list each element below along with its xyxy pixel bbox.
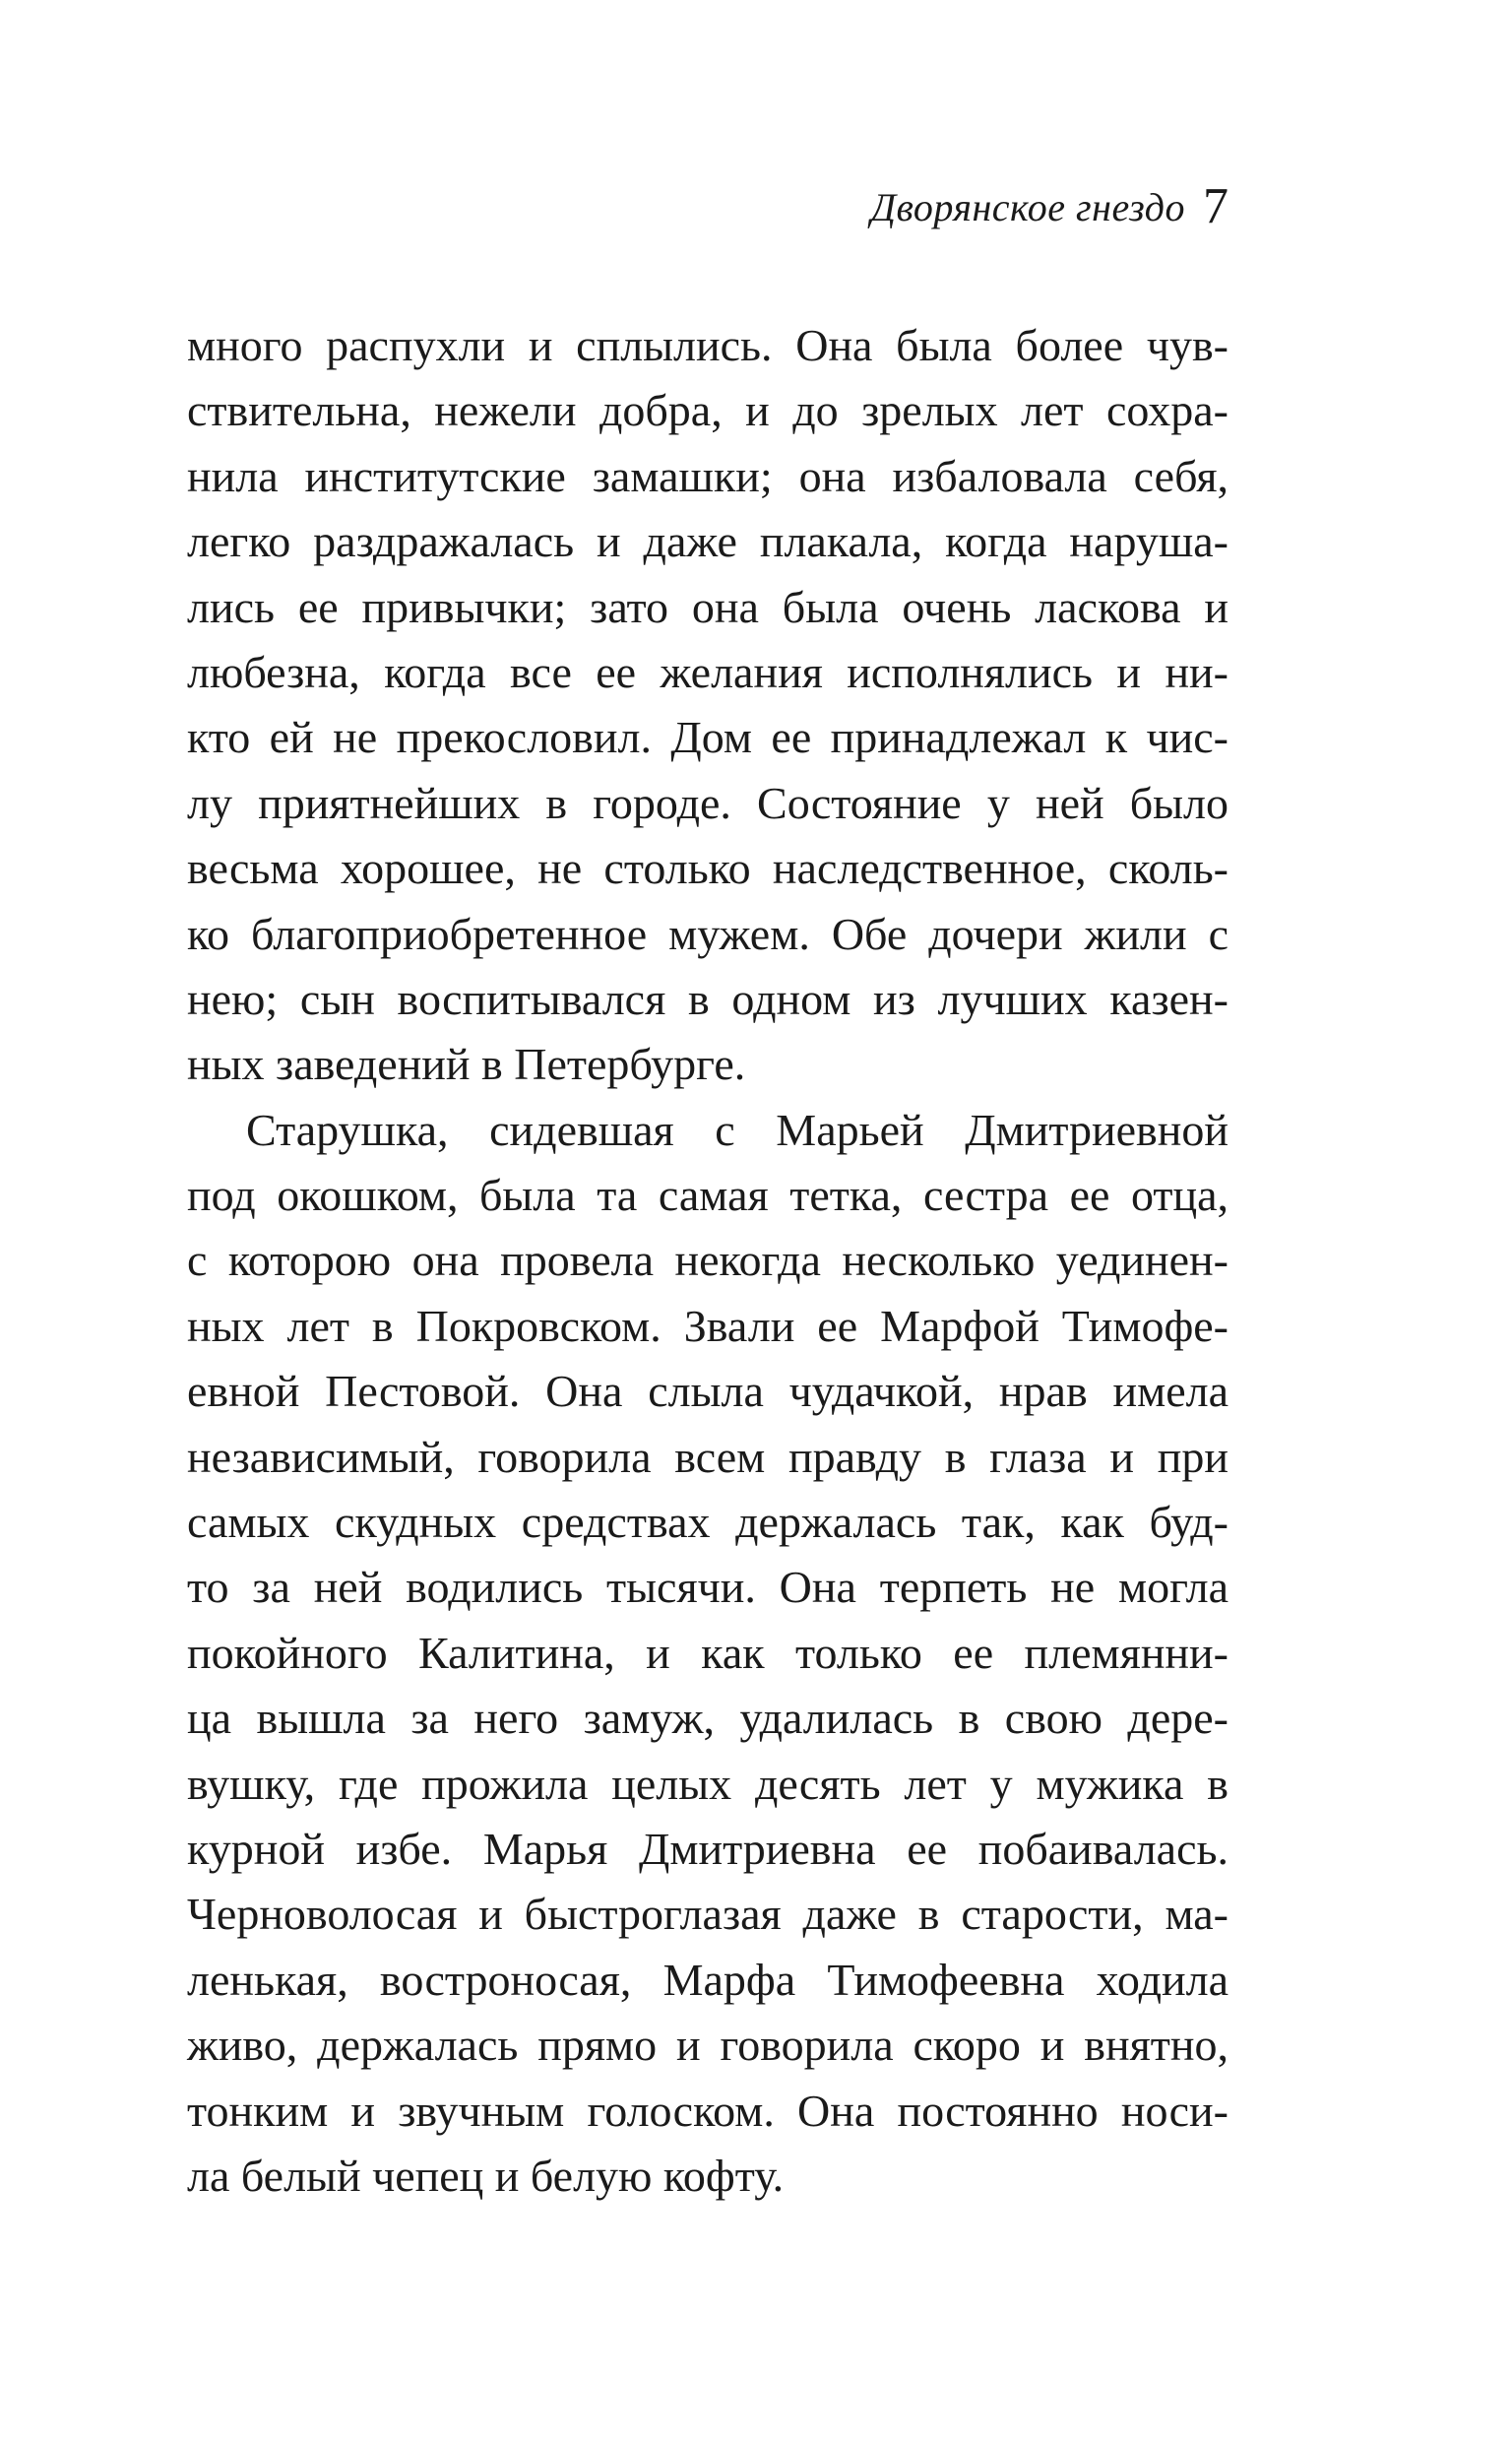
text-line: живо, держалась прямо и говорила скоро и внятно, <box>187 2020 1228 2071</box>
text-line: ствительна, нежели добра, и до зрелых лет сохра- <box>187 385 1228 436</box>
text-line: ных лет в Покровском. Звали ее Марфой Тимофе- <box>187 1300 1228 1351</box>
text-line: то за ней водились тысячи. Она терпеть не могла <box>187 1562 1228 1613</box>
text-line: курной избе. Марья Дмитриевна ее побаивалась. <box>187 1823 1228 1874</box>
text-line: весьма хорошее, не столько наследственное, сколь- <box>187 843 1228 894</box>
text-line: нею; сын воспитывался в одном из лучших казен- <box>187 973 1228 1024</box>
text-line: покойного Калитина, и как только ее племянни- <box>187 1627 1228 1678</box>
text-line: любезна, когда все ее желания исполнялись и ни- <box>187 646 1228 697</box>
paragraph-1 <box>187 313 1228 1098</box>
text-line: лись ее привычки; зато она была очень ласкова и <box>187 581 1228 632</box>
text-line: кто ей не прекословил. Дом ее принадлежал к чис- <box>187 712 1228 763</box>
text-line: легко раздражалась и даже плакала, когда наруша- <box>187 516 1228 567</box>
text-line: под окошком, была та самая тетка, сестра ее отца, <box>187 1170 1228 1221</box>
text-line: ных заведений в Петербурге. <box>187 1039 746 1090</box>
running-head <box>187 175 1228 233</box>
text-line: евной Пестовой. Она слыла чудачкой, нрав имела <box>187 1366 1228 1417</box>
text-line: независимый, говорила всем правду в глаза и при <box>187 1431 1228 1482</box>
body-text <box>187 313 1228 2209</box>
text-line: много распухли и сплылись. Она была более чув- <box>187 320 1228 370</box>
paragraph-2 <box>187 1098 1228 2210</box>
text-line: ца вышла за него замуж, удалилась в свою дере- <box>187 1693 1228 1744</box>
text-line: ла белый чепец и белую кофту. <box>187 2150 785 2201</box>
text-line: нила институтские замашки; она избаловала себя, <box>187 450 1228 501</box>
text-line: ленькая, востроносая, Марфа Тимофеевна ходила <box>187 1954 1228 2005</box>
text-line: Черноволосая и быстроглазая даже в старости, ма- <box>187 1889 1228 1940</box>
text-line: самых скудных средствах держалась так, как буд- <box>187 1497 1228 1548</box>
text-line: тонким и звучным голоском. Она постоянно носи- <box>187 2085 1228 2136</box>
text-line: Старушка, сидевшая с Марьей Дмитриевной <box>246 1104 1228 1155</box>
text-line: вушку, где прожила целых десять лет у мужика в <box>187 1758 1228 1809</box>
page-number: 7 <box>1203 178 1228 234</box>
text-line: с которою она провела некогда несколько уединен- <box>187 1235 1228 1286</box>
text-line: ко благоприобретенное мужем. Обе дочери жили с <box>187 908 1228 959</box>
text-line: лу приятнейших в городе. Состояние у ней было <box>187 777 1228 828</box>
running-title: Дворянское гнездо <box>870 185 1185 229</box>
